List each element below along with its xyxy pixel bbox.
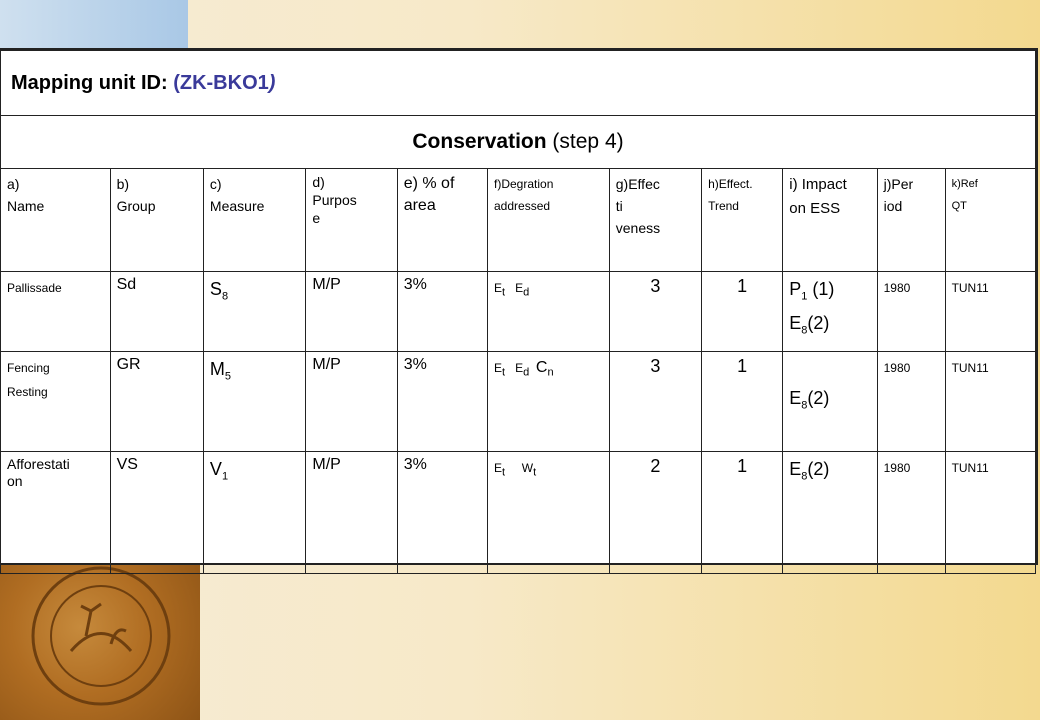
cell-measure: $M_5$ [203, 352, 305, 452]
header-group: b) Group [110, 169, 203, 272]
background-blue-band [0, 0, 188, 48]
cell-purpose: M/P [306, 352, 397, 452]
cell-measure: $V_1$ [203, 452, 305, 574]
table-row [1, 272, 1036, 352]
section-heading [1, 116, 1036, 169]
header-name: a) Name [1, 169, 111, 272]
header-effectiveness: g)Effec ti veness [609, 169, 701, 272]
cell-impact: $E_8(2)$ [783, 452, 877, 574]
cell-impact: $P_1$ (1) $E_8(2)$ [783, 272, 877, 352]
cell-group: VS [110, 452, 203, 574]
header-area: e) % of area [397, 169, 487, 272]
cell-group: GR [110, 352, 203, 452]
cell-effectiveness: 2 [609, 452, 701, 574]
conservation-table [0, 48, 1038, 565]
institute-seal-logo [16, 556, 186, 706]
table-row [1, 352, 1036, 452]
mapping-unit-title [1, 51, 1036, 116]
mapping-unit-id: (ZK-BKO1 [173, 71, 269, 94]
cell-name: Fencing Resting [1, 352, 111, 452]
title-label: Mapping unit ID: [11, 71, 168, 94]
mapping-unit-id-close: ) [268, 71, 276, 94]
cell-name: Afforestati on [1, 452, 111, 574]
cell-group: Sd [110, 272, 203, 352]
cell-period: 1980 [877, 272, 945, 352]
cell-trend: 1 [702, 272, 783, 352]
cell-trend: 1 [702, 452, 783, 574]
cell-period: 1980 [877, 352, 945, 452]
cell-ref: TUN11 [945, 352, 1035, 452]
cell-ref: TUN11 [945, 452, 1035, 574]
table-row [1, 452, 1036, 574]
cell-area: 3% [397, 452, 487, 574]
header-purpose: d) Purpos e [306, 169, 397, 272]
cell-measure: $S_8$ [203, 272, 305, 352]
header-trend: h)Effect. Trend [702, 169, 783, 272]
cell-period: 1980 [877, 452, 945, 574]
cell-area: 3% [397, 352, 487, 452]
cell-purpose: M/P [306, 452, 397, 574]
cell-degradation: $E_t$ $E_d$ $C_n$ [488, 352, 610, 452]
cell-effectiveness: 3 [609, 272, 701, 352]
cell-impact: $E_8(2)$ [783, 352, 877, 452]
section-name: Conservation [412, 130, 547, 153]
header-impact: i) Impact on ESS [783, 169, 877, 272]
header-period: j)Per iod [877, 169, 945, 272]
section-step: (step 4) [552, 130, 624, 153]
header-measure: c) Measure [203, 169, 305, 272]
cell-degradation: $E_t$ $W_t$ [488, 452, 610, 574]
cell-area: 3% [397, 272, 487, 352]
cell-ref: TUN11 [945, 272, 1035, 352]
header-degradation: f)Degration addressed [488, 169, 610, 272]
cell-purpose: M/P [306, 272, 397, 352]
cell-trend: 1 [702, 352, 783, 452]
header-ref: k)Ref QT [945, 169, 1035, 272]
cell-name: Pallissade [1, 272, 111, 352]
cell-effectiveness: 3 [609, 352, 701, 452]
cell-degradation: $E_t$ $E_d$ [488, 272, 610, 352]
